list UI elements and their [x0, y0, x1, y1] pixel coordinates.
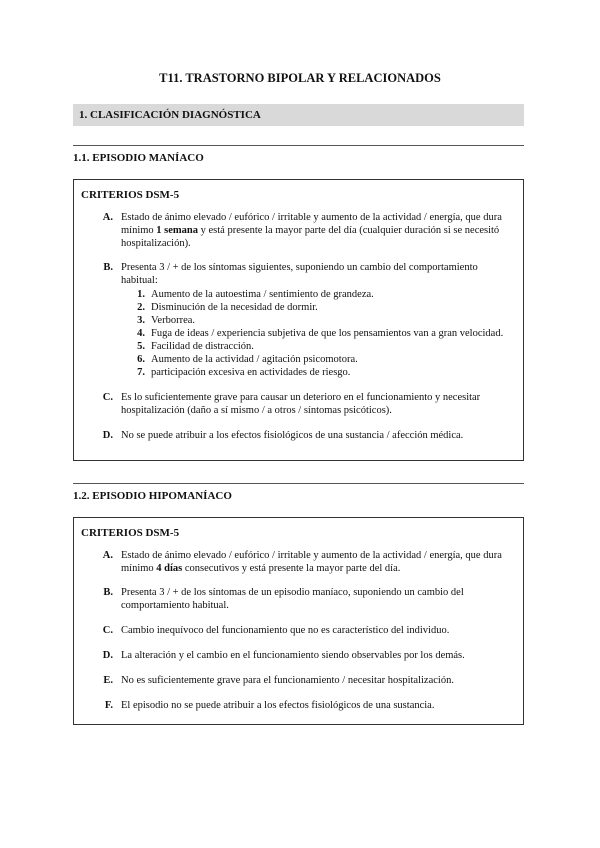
divider	[73, 145, 524, 146]
criterion-c	[81, 391, 513, 417]
criterion-letter: B.	[103, 262, 113, 273]
criterion-letter: A.	[102, 550, 113, 561]
criterion-a	[81, 211, 513, 250]
criterion-letter: E.	[103, 675, 113, 686]
criterion-text: No es suficientemente grave para el funcionamiento / necesitar hospitalización.	[121, 675, 454, 686]
criterion-e	[81, 674, 513, 687]
item-text: Disminución de la necesidad de dormir.	[151, 302, 318, 313]
list-item	[121, 340, 513, 353]
criterion-letter: C.	[102, 392, 113, 403]
criterion-text: La alteración y el cambio en el funcionamiento siendo observables por los demás.	[121, 650, 465, 661]
symptom-list	[121, 288, 513, 379]
item-text: Fuga de ideas / experiencia subjetiva de que los pensamientos van a gran velocidad.	[151, 328, 504, 339]
item-number: 2.	[137, 302, 145, 313]
criterion-c	[81, 624, 513, 637]
criterion-text: El episodio no se puede atribuir a los efectos fisiológicos de una sustancia.	[121, 700, 435, 711]
text-part: Estado de ánimo elevado / eufórico / irritable y aumento de la actividad / energía, que dura mínimo	[121, 550, 502, 574]
hypomanic-criteria-box	[73, 517, 524, 725]
text-part: y está presente la mayor parte del día (cualquier duración si se necesitó hospitalización).	[121, 225, 500, 249]
item-number: 1.	[137, 289, 145, 300]
item-text: participación excesiva en actividades de riesgo.	[151, 367, 351, 378]
list-item	[121, 366, 513, 379]
criterion-text	[121, 549, 513, 575]
criterion-a	[81, 549, 513, 575]
criterion-letter: F.	[104, 700, 113, 711]
criterion-text: Es lo suficientemente grave para causar un deterioro en el funcionamiento y necesitar hospitalización (daño a sí mismo / a otros / síntomas psicóticos).	[121, 392, 481, 416]
criterion-letter: A.	[102, 212, 113, 223]
criterion-b	[81, 586, 513, 612]
hypomanic-episode-heading: 1.2. EPISODIO HIPOMANÍACO	[73, 490, 232, 502]
item-text: Aumento de la autoestima / sentimiento de grandeza.	[151, 289, 374, 300]
item-number: 4.	[137, 328, 145, 339]
list-item	[121, 327, 513, 340]
criterion-text: No se puede atribuir a los efectos fisiológicos de una sustancia / afección médica.	[121, 430, 464, 441]
criterion-letter: D.	[102, 430, 113, 441]
item-number: 7.	[137, 367, 145, 378]
criterion-text: Cambio inequívoco del funcionamiento que no es característico del individuo.	[121, 625, 450, 636]
document-title: T11. TRASTORNO BIPOLAR Y RELACIONADOS	[159, 71, 441, 85]
criterion-b	[81, 261, 513, 379]
text-part: consecutivos y está presente la mayor parte del día.	[182, 563, 401, 574]
item-text: Facilidad de distracción.	[151, 341, 254, 352]
text-part: Estado de ánimo elevado / eufórico / irritable y aumento de la actividad / energía, que dura mínimo	[121, 212, 502, 236]
criterion-d	[81, 429, 513, 442]
criteria-title: CRITERIOS DSM-5	[81, 527, 180, 539]
criterion-letter: B.	[103, 587, 113, 598]
criterion-text: Presenta 3 / + de los síntomas de un episodio maníaco, suponiendo un cambio del comportamiento habitual.	[121, 587, 464, 611]
criteria-title: CRITERIOS DSM-5	[81, 189, 180, 201]
list-item	[121, 353, 513, 366]
item-number: 3.	[137, 315, 145, 326]
list-item	[121, 288, 513, 301]
list-item	[121, 314, 513, 327]
item-number: 6.	[137, 354, 145, 365]
criterion-letter: C.	[102, 625, 113, 636]
item-text: Verborrea.	[151, 315, 196, 326]
criterion-d	[81, 649, 513, 662]
divider	[73, 483, 524, 484]
duration-emphasis: 4 días	[156, 563, 183, 574]
item-text: Aumento de la actividad / agitación psicomotora.	[151, 354, 358, 365]
manic-criteria-box	[73, 179, 524, 461]
criterion-f	[81, 699, 513, 712]
list-item	[121, 301, 513, 314]
criterion-text: Presenta 3 / + de los síntomas siguientes, suponiendo un cambio del comportamiento habitual:	[121, 262, 478, 286]
duration-emphasis: 1 semana	[156, 225, 199, 236]
criterion-text	[121, 211, 513, 250]
item-number: 5.	[137, 341, 145, 352]
manic-episode-heading: 1.1. EPISODIO MANÍACO	[73, 152, 204, 164]
criterion-letter: D.	[102, 650, 113, 661]
section-heading: 1. CLASIFICACIÓN DIAGNÓSTICA	[73, 104, 524, 126]
